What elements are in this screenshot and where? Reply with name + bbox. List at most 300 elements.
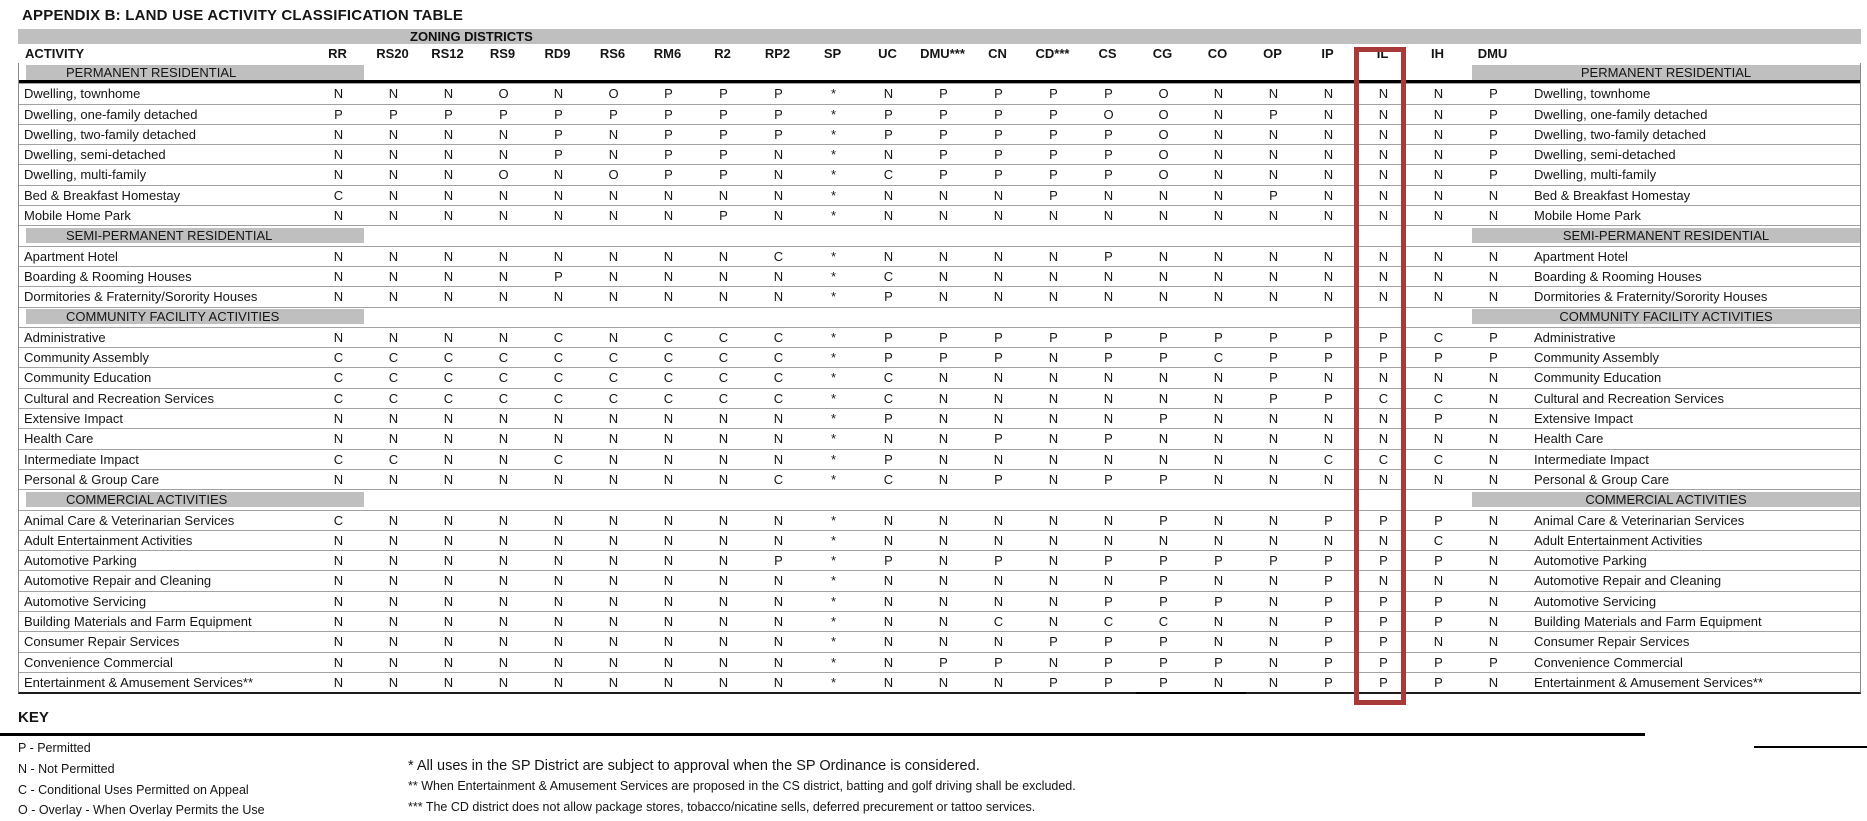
cell-rm6: C [663, 370, 674, 386]
activity-label: Automotive Parking [24, 553, 137, 569]
cell-uc: P [884, 411, 893, 427]
cell-rs20: N [388, 268, 399, 284]
cell-rs12: C [443, 350, 454, 366]
activity-label: Community Education [24, 370, 152, 386]
cell-cs: P [1104, 674, 1113, 690]
cell-cs: N [1103, 289, 1114, 305]
cell-il: N [1378, 126, 1389, 142]
cell-rd9: N [553, 431, 564, 447]
cell-op: N [1268, 248, 1279, 264]
cell-sp: * [830, 654, 837, 670]
cell-dmu: N [938, 634, 949, 650]
footnotes [408, 757, 1076, 818]
cell-cd: N [1048, 208, 1059, 224]
activity-label-right: Dwelling, semi-detached [1534, 147, 1676, 163]
cell-cs: P [1104, 593, 1113, 609]
cell-cd: N [1048, 451, 1059, 467]
cell-il: N [1378, 471, 1389, 487]
cell-r2: N [718, 532, 729, 548]
cell-rs6: O [608, 167, 619, 183]
cell-rs6: N [608, 553, 619, 569]
cell-il: N [1378, 106, 1389, 122]
cell-cg: P [1159, 471, 1168, 487]
cell-rs6: N [608, 634, 619, 650]
cell-rp2: N [773, 411, 784, 427]
cell-il: N [1378, 86, 1389, 102]
district-header-dmu: DMU*** [920, 46, 965, 61]
cell-rs20: N [388, 329, 399, 345]
cell-sp: * [830, 471, 837, 487]
cell-il: N [1378, 573, 1389, 589]
cell-rd9: N [553, 614, 564, 630]
cell-cd: P [1049, 634, 1058, 650]
cell-rs20: C [388, 390, 399, 406]
cell-op: N [1268, 471, 1279, 487]
cell-dmu: P [939, 350, 948, 366]
cell-op: P [1269, 106, 1278, 122]
zoning-districts-band [18, 29, 1861, 44]
table-row [19, 347, 1860, 367]
cell-rs6: C [608, 390, 619, 406]
cell-rs6: N [608, 532, 619, 548]
cell-dmu: N [1488, 451, 1499, 467]
cell-cg: N [1158, 370, 1169, 386]
cell-dmu: N [1488, 471, 1499, 487]
cell-co: N [1191, 673, 1246, 694]
cell-rs12: N [443, 593, 454, 609]
cell-rm6: N [663, 512, 674, 528]
cell-cg: P [1159, 654, 1168, 670]
cell-rd9: N [553, 512, 564, 528]
cell-cs: P [1104, 553, 1113, 569]
cell-co: N [1213, 614, 1224, 630]
cell-rs12: N [443, 431, 454, 447]
cell-rd9: N [553, 187, 564, 203]
cell-rs6: N [608, 329, 619, 345]
table-row [19, 510, 1860, 530]
cell-rr: N [333, 614, 344, 630]
cell-uc: C [883, 390, 894, 406]
activity-label-right: Dwelling, two-family detached [1534, 126, 1706, 142]
cell-cs: N [1103, 451, 1114, 467]
cell-rp2: N [773, 208, 784, 224]
cell-rs9: N [498, 674, 509, 690]
table-row [19, 550, 1860, 570]
cell-r2: P [719, 106, 728, 122]
section-label-right: PERMANENT RESIDENTIAL [1472, 65, 1860, 80]
cell-il: N [1378, 248, 1389, 264]
cell-co: P [1214, 329, 1223, 345]
cell-rs20: N [388, 593, 399, 609]
cell-cd: N [1048, 390, 1059, 406]
section-row [19, 63, 1860, 83]
cell-rs20: N [388, 532, 399, 548]
district-header-sp: SP [823, 46, 842, 61]
cell-rs20: N [388, 431, 399, 447]
cell-op: N [1268, 167, 1279, 183]
cell-rm6: N [663, 268, 674, 284]
cell-rr: C [333, 370, 344, 386]
table-body [18, 63, 1861, 694]
cell-rr: C [333, 390, 344, 406]
cell-r2: N [718, 471, 729, 487]
cell-rm6: P [664, 147, 673, 163]
cell-r2: N [718, 614, 729, 630]
cell-rs20: N [388, 512, 399, 528]
cell-op: N [1268, 654, 1279, 670]
table-row [19, 124, 1860, 144]
district-header-cd: CD*** [1035, 46, 1070, 61]
cell-rs12: N [443, 167, 454, 183]
cell-rm6: N [663, 593, 674, 609]
cell-cg: O [1158, 126, 1169, 142]
cell-rd9: C [553, 390, 564, 406]
cell-rp2: C [773, 370, 784, 386]
activity-label-right: Consumer Repair Services [1534, 634, 1690, 650]
cell-op: N [1268, 289, 1279, 305]
cell-cs: P [1104, 329, 1113, 345]
cell-rs20: C [388, 451, 399, 467]
cell-uc: C [883, 471, 894, 487]
cell-rs12: N [443, 187, 454, 203]
cell-il: N [1378, 187, 1389, 203]
cell-cd: P [1049, 106, 1058, 122]
cell-cs: N [1103, 390, 1114, 406]
cell-rm6: N [663, 654, 674, 670]
cell-rs6: C [608, 350, 619, 366]
cell-cs: N [1103, 208, 1114, 224]
activity-label-right: Entertainment & Amusement Services** [1534, 674, 1764, 690]
activity-label: Boarding & Rooming Houses [24, 268, 192, 284]
cell-rs12: N [443, 512, 454, 528]
activity-label-right: Intermediate Impact [1534, 451, 1649, 467]
cell-cn: N [993, 248, 1004, 264]
district-header-rs20: RS20 [376, 46, 409, 61]
cell-co: C [1213, 350, 1224, 366]
cell-co: N [1213, 167, 1224, 183]
cell-r2: C [718, 329, 729, 345]
cell-rr: N [333, 167, 344, 183]
cell-ih: P [1434, 614, 1443, 630]
cell-sp: * [830, 248, 837, 264]
cell-co: N [1213, 126, 1224, 142]
cell-co: N [1213, 147, 1224, 163]
cell-rr: P [334, 106, 343, 122]
cell-dmu: N [938, 187, 949, 203]
cell-il: N [1378, 370, 1389, 386]
cell-cs: N [1103, 370, 1114, 386]
cell-sp: * [830, 390, 837, 406]
cell-sp: * [830, 106, 837, 122]
cell-cd: N [1048, 654, 1059, 670]
table-row [19, 530, 1860, 550]
cell-uc: N [883, 208, 894, 224]
cell-rs9: N [498, 431, 509, 447]
cell-rs9: C [498, 390, 509, 406]
activity-label: Animal Care & Veterinarian Services [24, 512, 235, 528]
cell-cn: P [994, 147, 1003, 163]
cell-rs20: N [388, 289, 399, 305]
cell-ip: N [1323, 431, 1334, 447]
cell-rm6: N [663, 573, 674, 589]
cell-op: N [1268, 614, 1279, 630]
cell-rm6: C [663, 329, 674, 345]
activity-label: Dwelling, multi-family [24, 167, 147, 183]
cell-cn: N [993, 370, 1004, 386]
cell-rs12: N [443, 471, 454, 487]
cell-co: N [1213, 411, 1224, 427]
district-header-rd9: RD9 [544, 46, 571, 61]
activity-label: Personal & Group Care [24, 471, 160, 487]
cell-dmu: N [1488, 370, 1499, 386]
cell-rp2: N [773, 573, 784, 589]
cell-rp2: N [773, 431, 784, 447]
cell-ip: N [1323, 106, 1334, 122]
cell-rs6: N [608, 289, 619, 305]
cell-cd: N [1048, 289, 1059, 305]
cell-dmu: N [1488, 187, 1499, 203]
cell-cs: P [1104, 147, 1113, 163]
cell-co: N [1213, 208, 1224, 224]
cell-rr: N [333, 654, 344, 670]
cell-dmu: N [1488, 532, 1499, 548]
cell-dmu: P [1489, 167, 1498, 183]
cell-cn: P [994, 471, 1003, 487]
table-row [19, 185, 1860, 205]
cell-il: N [1378, 289, 1389, 305]
cell-rs20: N [388, 654, 399, 670]
key-entry: C - Conditional Uses Permitted on Appeal [18, 782, 249, 797]
cell-rs20: N [388, 674, 399, 690]
key-entry: N - Not Permitted [18, 761, 115, 776]
cell-cg: N [1158, 248, 1169, 264]
cell-rp2: C [773, 329, 784, 345]
cell-rs12: N [443, 614, 454, 630]
section-row [19, 307, 1860, 327]
cell-ih: N [1433, 208, 1444, 224]
cell-ih: N [1433, 86, 1444, 102]
cell-r2: C [718, 350, 729, 366]
cell-rs20: N [388, 86, 399, 102]
cell-rs12: N [443, 553, 454, 569]
cell-dmu: P [1489, 106, 1498, 122]
cell-uc: N [883, 573, 894, 589]
cell-ih: N [1433, 106, 1444, 122]
cell-cs: P [1104, 634, 1113, 650]
cell-uc: N [883, 674, 894, 690]
table-row [19, 266, 1860, 286]
cell-dmu: N [1488, 431, 1499, 447]
cell-rs6: N [608, 268, 619, 284]
cell-cg: O [1158, 147, 1169, 163]
table-row [19, 672, 1860, 692]
cell-dmu: N [1488, 268, 1499, 284]
cell-uc: N [883, 614, 894, 630]
cell-dmu: N [1488, 674, 1499, 690]
cell-rp2: P [774, 86, 783, 102]
cell-dmu: N [938, 268, 949, 284]
cell-rs12: N [443, 126, 454, 142]
cell-cg: O [1158, 167, 1169, 183]
cell-rd9: P [554, 147, 563, 163]
table-header-row [18, 44, 1861, 63]
key-entry: O - Overlay - When Overlay Permits the Use [18, 803, 265, 818]
activity-label-right: Bed & Breakfast Homestay [1534, 187, 1691, 203]
cell-rp2: N [773, 512, 784, 528]
cell-cs: N [1103, 187, 1114, 203]
cell-cd: P [1049, 126, 1058, 142]
cell-rd9: P [554, 126, 563, 142]
cell-rp2: N [773, 289, 784, 305]
activity-label-right: Animal Care & Veterinarian Services [1534, 512, 1745, 528]
cell-sp: * [830, 451, 837, 467]
cell-rr: N [333, 411, 344, 427]
classification-table [18, 29, 1861, 694]
cell-rr: N [333, 431, 344, 447]
cell-cn: N [993, 634, 1004, 650]
cell-co: N [1213, 532, 1224, 548]
cell-sp: * [830, 431, 837, 447]
table-row [19, 83, 1860, 103]
cell-rs12: N [443, 86, 454, 102]
cell-co: N [1213, 634, 1224, 650]
cell-uc: P [884, 126, 893, 142]
cell-uc: P [884, 451, 893, 467]
cell-op: P [1269, 329, 1278, 345]
table-row [19, 104, 1860, 124]
district-header-ih: IH [1431, 46, 1444, 61]
cell-cs: N [1103, 411, 1114, 427]
cell-ih: N [1433, 187, 1444, 203]
cell-r2: C [718, 370, 729, 386]
cell-ip: P [1324, 329, 1333, 345]
cell-r2: P [719, 208, 728, 224]
cell-rr: N [333, 248, 344, 264]
cell-cd: N [1048, 268, 1059, 284]
cell-rs20: N [388, 634, 399, 650]
cell-uc: P [884, 553, 893, 569]
activity-label-right: Boarding & Rooming Houses [1534, 268, 1702, 284]
table-row [19, 631, 1860, 651]
cell-ih: N [1433, 248, 1444, 264]
cell-uc: N [883, 187, 894, 203]
cell-ip: N [1323, 167, 1334, 183]
table-row [19, 469, 1860, 489]
cell-dmu: N [1488, 411, 1499, 427]
cell-op: P [1269, 187, 1278, 203]
cell-cd: N [1048, 553, 1059, 569]
activity-label: Dwelling, two-family detached [24, 126, 196, 142]
cell-dmu: N [938, 553, 949, 569]
cell-rd9: N [553, 86, 564, 102]
cell-op: P [1269, 370, 1278, 386]
activity-label-right: Apartment Hotel [1534, 248, 1628, 264]
cell-co: N [1213, 187, 1224, 203]
cell-sp: * [830, 329, 837, 345]
cell-rm6: N [663, 471, 674, 487]
cell-cn: P [994, 350, 1003, 366]
cell-rm6: N [663, 187, 674, 203]
cell-rd9: C [553, 451, 564, 467]
cell-rp2: N [773, 451, 784, 467]
table-row [19, 428, 1860, 448]
key-divider-rule [0, 733, 1645, 736]
cell-rs12: N [443, 248, 454, 264]
cell-rd9: N [553, 573, 564, 589]
cell-rs6: N [608, 654, 619, 670]
footnote: * All uses in the SP District are subject to approval when the SP Ordinance is considered. [408, 758, 980, 774]
cell-rs9: C [498, 350, 509, 366]
cell-sp: * [830, 512, 837, 528]
cell-op: N [1268, 512, 1279, 528]
cell-il: C [1378, 451, 1389, 467]
cell-il: P [1379, 614, 1388, 630]
cell-cn: P [994, 431, 1003, 447]
cell-cg: N [1158, 289, 1169, 305]
cell-rs12: N [443, 654, 454, 670]
cell-rs12: C [443, 370, 454, 386]
cell-cn: N [993, 411, 1004, 427]
cell-rp2: N [773, 654, 784, 670]
cell-cn: P [994, 553, 1003, 569]
table-row [19, 570, 1860, 590]
cell-op: N [1268, 86, 1279, 102]
cell-r2: N [718, 593, 729, 609]
cell-ip: N [1323, 411, 1334, 427]
cell-dmu: P [939, 106, 948, 122]
cell-rs9: N [498, 411, 509, 427]
cell-rs12: N [443, 208, 454, 224]
cell-rs12: N [443, 411, 454, 427]
cell-ip: N [1323, 289, 1334, 305]
cell-rm6: P [664, 167, 673, 183]
cell-rs9: N [498, 126, 509, 142]
cell-sp: * [830, 147, 837, 163]
cell-dmu: N [938, 593, 949, 609]
activity-label: Dormitories & Fraternity/Sorority Houses [24, 289, 258, 305]
cell-rs12: P [444, 106, 453, 122]
cell-sp: * [830, 532, 837, 548]
cell-uc: N [883, 147, 894, 163]
cell-r2: N [718, 573, 729, 589]
section-label-left: SEMI-PERMANENT RESIDENTIAL [26, 228, 364, 243]
cell-dmu: N [1488, 614, 1499, 630]
activity-label: Consumer Repair Services [24, 634, 180, 650]
cell-il: P [1379, 553, 1388, 569]
cell-co: N [1213, 106, 1224, 122]
cell-rm6: N [663, 634, 674, 650]
cell-rs9: N [498, 268, 509, 284]
cell-cs: O [1103, 106, 1114, 122]
activity-label: Adult Entertainment Activities [24, 532, 193, 548]
cell-uc: N [883, 431, 894, 447]
key-heading: KEY [18, 709, 49, 726]
cell-rs9: N [498, 471, 509, 487]
cell-sp: * [830, 268, 837, 284]
district-header-r2: R2 [714, 46, 731, 61]
cell-ih: N [1433, 167, 1444, 183]
cell-cd: N [1048, 411, 1059, 427]
cell-rs9: N [498, 289, 509, 305]
cell-op: P [1269, 350, 1278, 366]
activity-label: Extensive Impact [24, 411, 123, 427]
footnote: ** When Entertainment & Amusement Services are proposed in the CS district, batting and golf driving shall be excluded. [408, 779, 1076, 793]
cell-rs9: N [498, 512, 509, 528]
cell-rm6: N [663, 289, 674, 305]
cell-rs9: N [498, 593, 509, 609]
cell-rs12: N [443, 532, 454, 548]
cell-rs12: N [443, 451, 454, 467]
